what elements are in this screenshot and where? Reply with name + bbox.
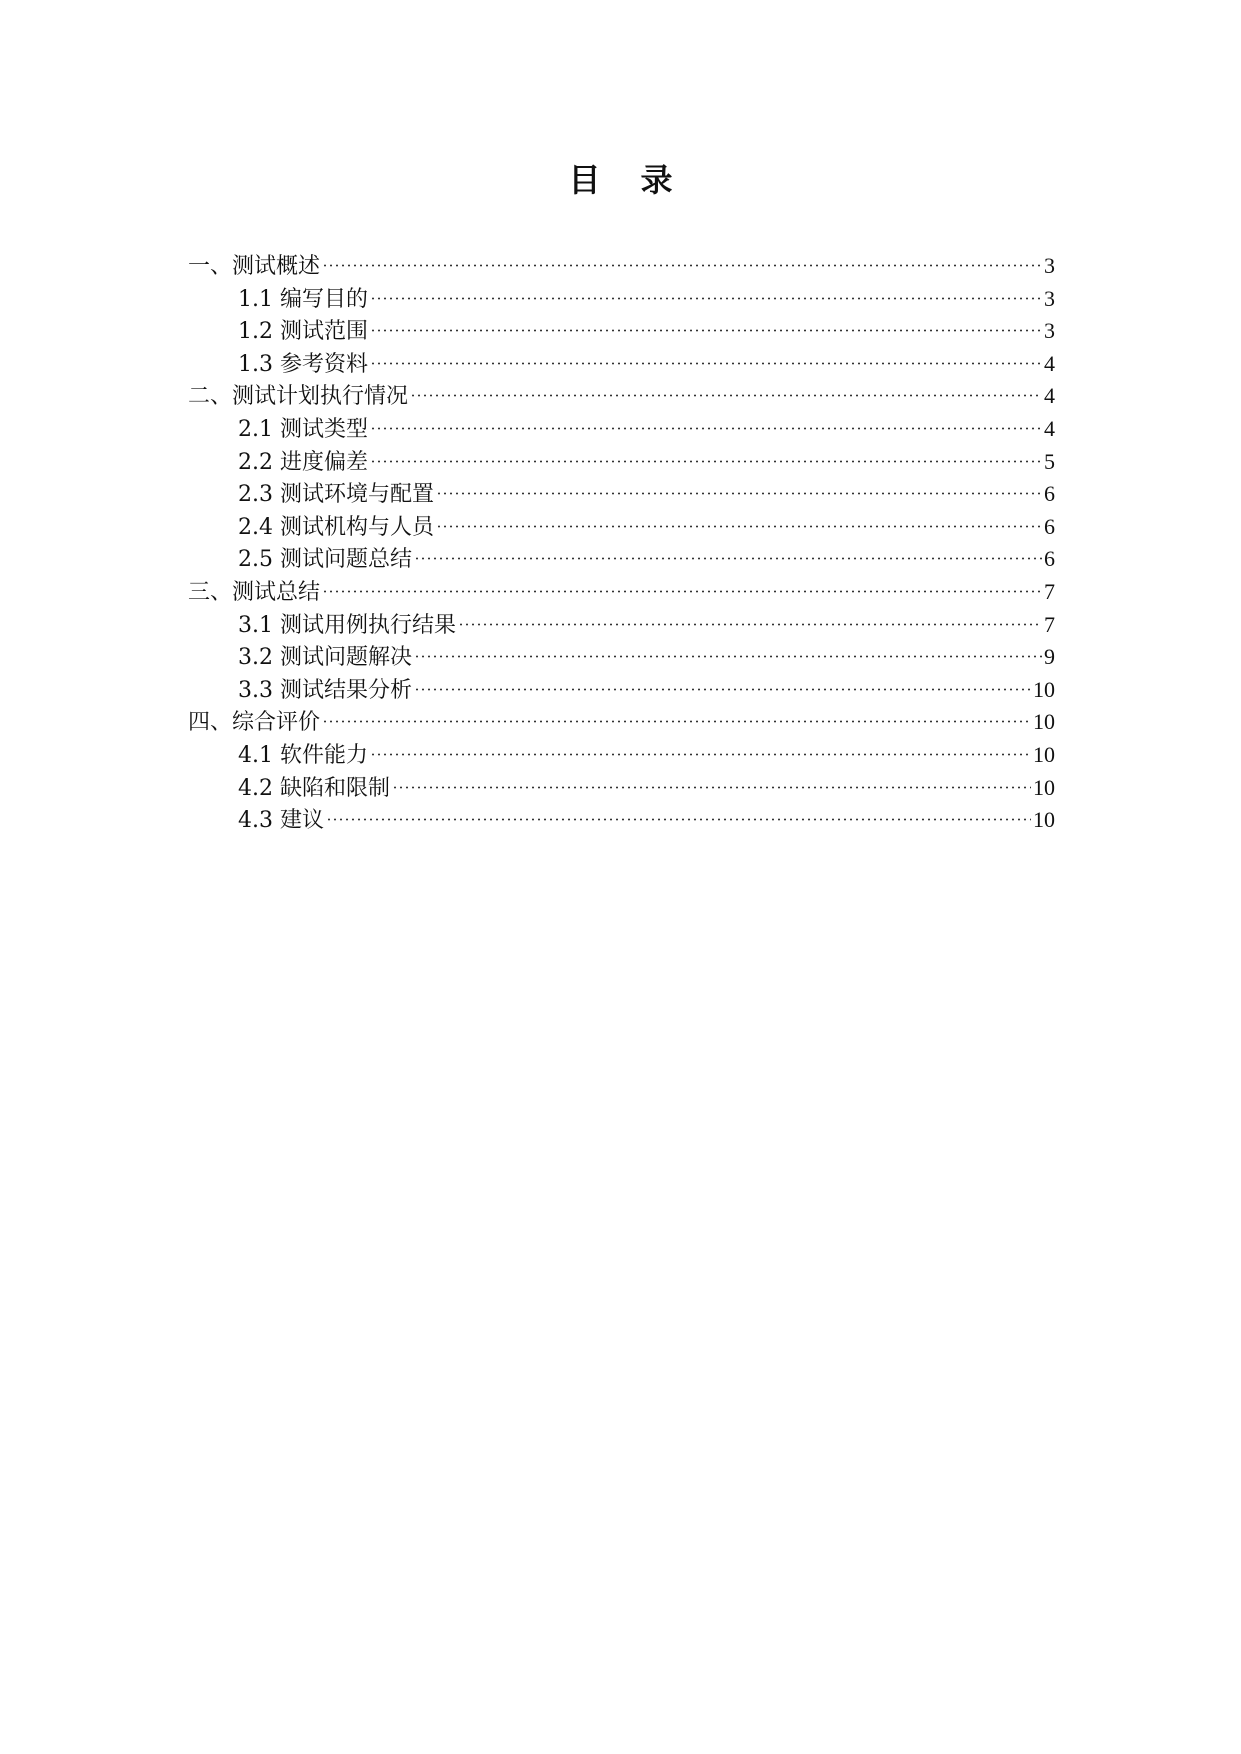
- toc-entry-page: 3: [1044, 285, 1055, 311]
- toc-dot-leader: [370, 460, 1042, 463]
- toc-entry-label: 3.1 测试用例执行结果: [238, 612, 456, 638]
- toc-entry-label: 1.1 编写目的: [238, 286, 368, 312]
- toc-dot-leader: [326, 818, 1031, 821]
- toc-entry[interactable]: [188, 706, 1055, 739]
- toc-entry[interactable]: [188, 380, 1055, 413]
- toc-entry-label: 二、测试计划执行情况: [188, 384, 409, 410]
- toc-entry-label: 2.1 测试类型: [238, 416, 368, 442]
- toc-entry-label: 3.3 测试结果分析: [238, 677, 412, 703]
- toc-dot-leader: [414, 557, 1042, 560]
- toc-dot-leader: [370, 297, 1042, 300]
- toc-entry-label: 4.2 缺陷和限制: [238, 775, 390, 801]
- toc-dot-leader: [370, 753, 1031, 756]
- toc-entry-page: 7: [1044, 578, 1055, 604]
- toc-entry-label: 4.3 建议: [238, 808, 324, 834]
- toc-dot-leader: [322, 720, 1031, 723]
- toc-entry[interactable]: [188, 609, 1055, 642]
- toc-entry[interactable]: [188, 543, 1055, 576]
- toc-entry-page: 10: [1033, 676, 1055, 702]
- toc-dot-leader: [322, 590, 1042, 593]
- toc-entry-page: 6: [1044, 513, 1055, 539]
- toc-entry-page: 3: [1044, 253, 1055, 278]
- toc-entry[interactable]: [188, 739, 1055, 772]
- toc-entry-page: 4: [1044, 350, 1055, 376]
- toc-dot-leader: [370, 329, 1042, 332]
- toc-entry[interactable]: [188, 772, 1055, 805]
- toc-dot-leader: [322, 264, 1042, 267]
- toc-dot-leader: [414, 688, 1031, 691]
- toc-entry-page: 5: [1044, 448, 1055, 474]
- toc-entry-page: 10: [1033, 741, 1055, 767]
- toc-entry[interactable]: [188, 576, 1055, 609]
- toc-entry[interactable]: [188, 283, 1055, 316]
- toc-dot-leader: [436, 525, 1042, 528]
- toc-entry-label: 2.3 测试环境与配置: [238, 482, 434, 508]
- toc-entry-page: 9: [1044, 644, 1055, 670]
- toc-entry[interactable]: [188, 674, 1055, 707]
- toc-dot-leader: [436, 492, 1042, 495]
- toc-entry-label: 2.2 进度偏差: [238, 449, 368, 475]
- toc-dot-leader: [458, 623, 1042, 626]
- toc-entry[interactable]: [188, 478, 1055, 511]
- toc-entry[interactable]: [188, 641, 1055, 674]
- toc-dot-leader: [370, 362, 1042, 365]
- toc-entry[interactable]: [188, 511, 1055, 544]
- toc-entry-page: 4: [1044, 383, 1055, 409]
- toc-entry-page: 4: [1044, 415, 1055, 441]
- toc-entry-page: 10: [1033, 774, 1055, 800]
- toc-entry[interactable]: [188, 315, 1055, 348]
- toc-entry-label: 4.1 软件能力: [238, 742, 368, 768]
- page-title: 目录: [568, 161, 713, 199]
- toc-entry-page: 3: [1044, 318, 1055, 344]
- toc-entry-label: 三、测试总结: [188, 579, 321, 605]
- toc-entry-label: 2.4 测试机构与人员: [238, 514, 434, 540]
- toc-entry[interactable]: [188, 804, 1055, 837]
- toc-entry[interactable]: [188, 250, 1055, 283]
- toc-dot-leader: [392, 786, 1031, 789]
- toc-entry-label: 1.3 参考资料: [238, 351, 368, 377]
- toc-entry-label: 1.2 测试范围: [238, 319, 368, 345]
- toc-entry-label: 四、综合评价: [188, 710, 321, 736]
- toc-entry-label: 3.2 测试问题解决: [238, 645, 412, 671]
- toc-entry-page: 10: [1033, 807, 1055, 833]
- toc-entry-page: 6: [1044, 481, 1055, 507]
- toc-entry[interactable]: [188, 446, 1055, 479]
- table-of-contents: [188, 250, 1055, 837]
- toc-entry[interactable]: [188, 413, 1055, 446]
- toc-dot-leader: [410, 394, 1042, 397]
- toc-entry-label: 2.5 测试问题总结: [238, 547, 412, 573]
- toc-entry-page: 6: [1044, 546, 1055, 572]
- toc-entry[interactable]: [188, 348, 1055, 381]
- toc-dot-leader: [370, 427, 1042, 430]
- toc-dot-leader: [414, 655, 1042, 658]
- toc-entry-page: 7: [1044, 611, 1055, 637]
- toc-entry-page: 10: [1033, 709, 1055, 735]
- toc-entry-label: 一、测试概述: [188, 254, 321, 279]
